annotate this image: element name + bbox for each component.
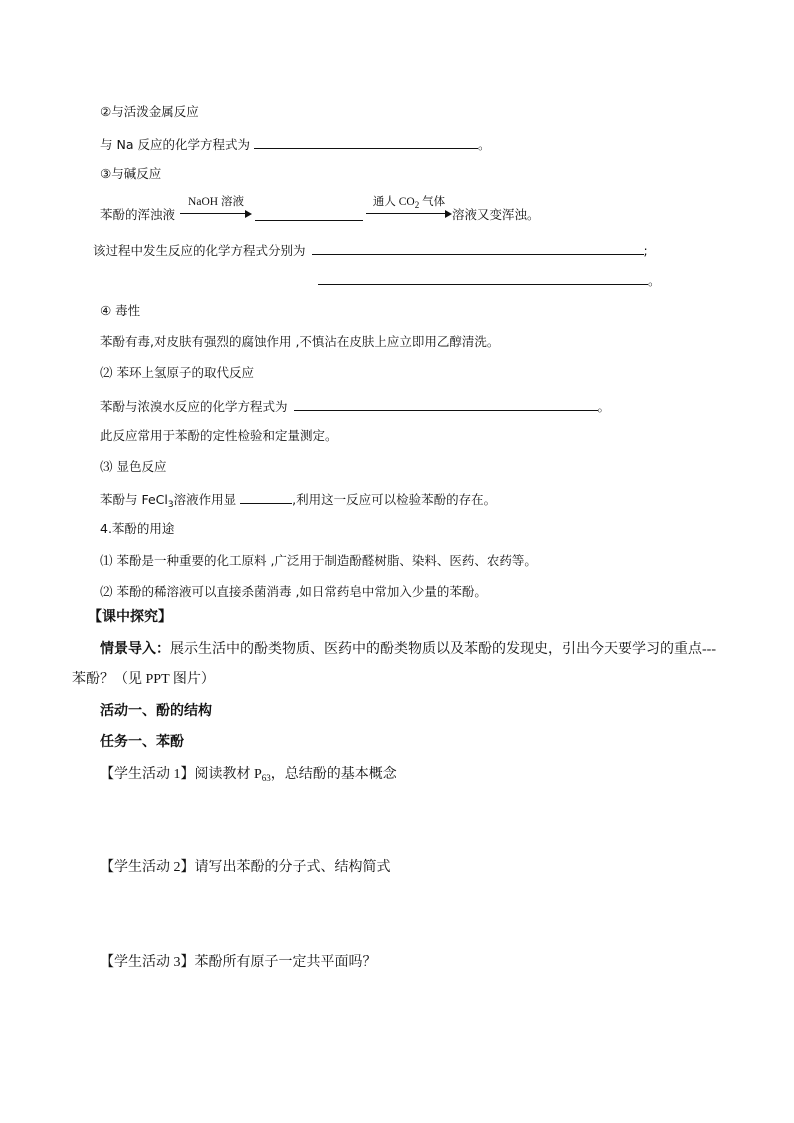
task-1: 任务一、苯酚 [100,735,184,750]
answer-blank[interactable] [318,270,648,285]
na-reaction-prefix: 与 Na 反应的化学方程式为 [100,137,250,152]
student-activity-3: 【学生活动 3】苯酚所有原子一定共平面吗？ [100,955,377,970]
arrow-label-co2: 通人 $CO_2$ 气体 [372,196,446,210]
bromine-use: 此反应常用于苯酚的定性检验和定量测定。 [100,428,338,443]
activity-1: 活动一、酚的结构 [100,704,212,719]
arrow-label-naoh: NaOH 溶液 [188,196,244,208]
toxicity-heading: ④ 毒性 [100,303,141,318]
use-1: ⑴ 苯酚是一种重要的化工原料 ,广泛用于制造酚醛树脂、染料、医药、农药等。 [100,553,537,568]
bromine-prefix: 苯酚与浓溴水反应的化学方程式为 [100,399,288,414]
color-heading: ⑶ 显色反应 [100,459,167,474]
fecl3-mid: 溶液作用显 [173,492,237,507]
naoh-arrow [180,196,252,209]
fecl3-line [100,489,496,509]
period: 。 [477,137,491,152]
answer-blank[interactable] [294,396,598,411]
period: 。 [597,399,611,414]
second-equation-line [318,270,661,290]
answer-blank[interactable] [254,134,478,149]
phenol-turbid: 苯酚的浑浊液 [100,207,176,222]
answer-blank[interactable] [240,489,292,504]
period: 。 [648,273,661,288]
arrow-head-icon [445,210,452,218]
arrow-head-icon [245,210,252,218]
student1-sub: 63 [261,773,271,783]
active-metal-heading: ②与活泼金属反应 [100,104,199,119]
student1-pre: 【学生活动 1】阅读教材 P [100,767,262,782]
inclass-heading: 【课中探究】 [88,610,172,625]
student-activity-2: 【学生活动 2】请写出苯酚的分子式、结构简式 [100,860,391,875]
co2-arrow [366,196,452,209]
uses-heading: 4.苯酚的用途 [100,521,175,536]
fecl3-post: ,利用这一反应可以检验苯酚的存在。 [292,492,497,507]
fecl3-sub: 3 [167,500,174,510]
scene-label: 情景导入： [100,642,170,657]
use-2: ⑵ 苯酚的稀溶液可以直接杀菌消毒 ,如日常药皂中常加入少量的苯酚。 [100,584,487,599]
student-activity-1 [100,766,397,784]
bromine-line [100,396,610,416]
base-heading: ③与碱反应 [100,166,162,181]
fecl3-pre: 苯酚与 FeCl [100,492,168,507]
scene-text-2: 苯酚？（见 PPT 图片） [72,672,215,687]
toxicity-text: 苯酚有毒,对皮肤有强烈的腐蚀作用 ,不慎沾在皮肤上应立即用乙醇清洗。 [100,334,500,349]
process-equations-label: 该过程中发生反应的化学方程式分别为 [93,243,306,258]
answer-blank[interactable] [312,240,644,255]
scene-text: 展示生活中的酚类物质、医药中的酚类物质以及苯酚的发现史，引出今天要学习的重点--- [170,642,716,657]
na-reaction-line [100,134,490,154]
turbid-again: 溶液又变浑浊。 [452,207,540,222]
student1-post: ，总结酚的基本概念 [270,767,397,782]
process-equations-line [93,240,648,260]
answer-blank[interactable] [255,206,363,221]
ring-h-heading: ⑵ 苯环上氢原子的取代反应 [100,365,254,380]
semicolon: ; [643,243,648,258]
scene-line [100,641,716,659]
